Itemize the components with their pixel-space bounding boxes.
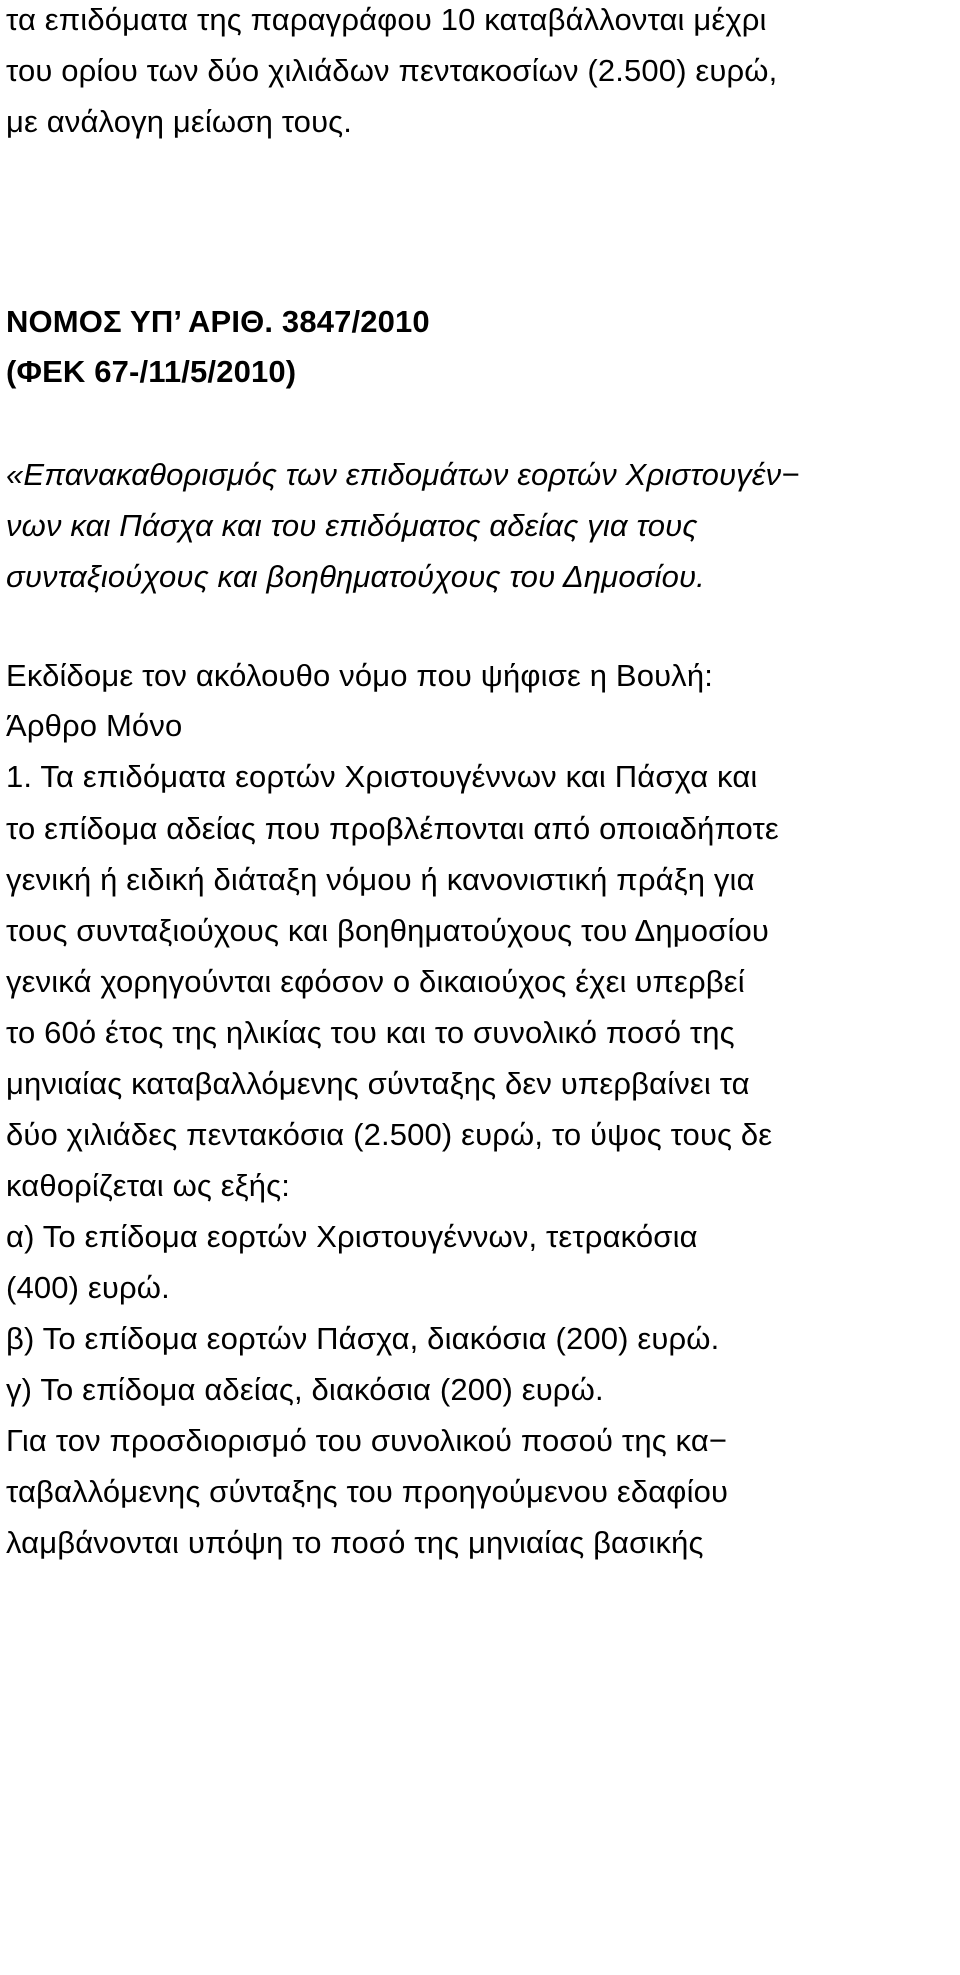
paragraph-line: δύο χιλιάδες πεντακόσια (2.500) ευρώ, το ύψος τους δε xyxy=(6,1117,773,1152)
paragraph-line: Για τον προσδιορισμό του συνολικού ποσού της κα− xyxy=(6,1423,728,1458)
paragraph-line: το επίδομα αδείας που προβλέπονται από οποιαδήποτε xyxy=(6,811,779,846)
paragraph-line: τους συνταξιούχους και βοηθηματούχους του Δημοσίου xyxy=(6,913,769,948)
paragraph-line: λαμβάνονται υπόψη το ποσό της μηνιαίας βασικής xyxy=(6,1525,704,1560)
paragraph-line: γενική ή ειδική διάταξη νόμου ή κανονιστική πράξη για xyxy=(6,862,755,897)
paragraph-line: ταβαλλόμενης σύνταξης του προηγούμενου εδαφίου xyxy=(6,1474,729,1509)
paragraph-line: 1. Τα επιδόματα εορτών Χριστουγέννων και Πάσχα και xyxy=(6,759,758,794)
list-item-a-continued: (400) ευρώ. xyxy=(6,1270,170,1305)
law-title-line: νων και Πάσχα και του επιδόματος αδείας για τους xyxy=(6,508,698,543)
intro-line: του ορίου των δύο χιλιάδων πεντακοσίων (2.500) ευρώ, xyxy=(6,53,778,88)
enactment-formula: Εκδίδομε τον ακόλουθο νόμο που ψήφισε η Βουλή: xyxy=(6,658,713,693)
law-gazette-reference: (ΦΕΚ 67-/11/5/2010) xyxy=(6,354,297,389)
list-item-c: γ) Το επίδομα αδείας, διακόσια (200) ευρώ. xyxy=(6,1372,604,1407)
law-title-line: «Επανακαθορισμός των επιδομάτων εορτών Χριστουγέν− xyxy=(6,457,800,492)
law-title-line: συνταξιούχους και βοηθηματούχους του Δημοσίου. xyxy=(6,559,705,594)
intro-line: τα επιδόματα της παραγράφου 10 καταβάλλονται μέχρι xyxy=(6,2,767,37)
law-number-heading: ΝΟΜΟΣ ΥΠ’ ΑΡΙΘ. 3847/2010 xyxy=(6,304,430,339)
paragraph-line: το 60ό έτος της ηλικίας του και το συνολικό ποσό της xyxy=(6,1015,735,1050)
intro-line: με ανάλογη μείωση τους. xyxy=(6,104,353,139)
list-item-a: α) Το επίδομα εορτών Χριστουγέννων, τετρακόσια xyxy=(6,1219,698,1254)
article-title: Άρθρο Μόνο xyxy=(6,708,183,743)
paragraph-line: καθορίζεται ως εξής: xyxy=(6,1168,291,1203)
paragraph-line: μηνιαίας καταβαλλόμενης σύνταξης δεν υπερβαίνει τα xyxy=(6,1066,750,1101)
paragraph-line: γενικά χορηγούνται εφόσον ο δικαιούχος έχει υπερβεί xyxy=(6,964,745,999)
list-item-b: β) Το επίδομα εορτών Πάσχα, διακόσια (200) ευρώ. xyxy=(6,1321,720,1356)
